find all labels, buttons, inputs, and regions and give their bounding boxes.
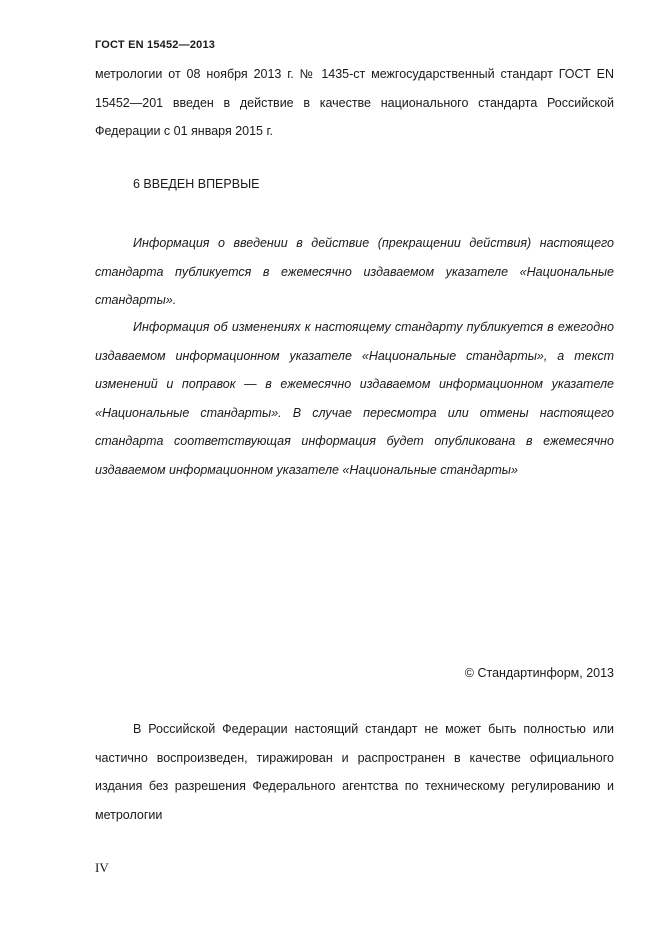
document-header: ГОСТ EN 15452—2013 <box>95 39 216 51</box>
section-6-title: 6 ВВЕДЕН ВПЕРВЫЕ <box>133 177 260 191</box>
info-paragraph-1: Информация о введении в действие (прекращении действия) настоящего стандарта публикуется в ежемесячно издаваемом указателе «Национальные стандарты». <box>95 236 614 307</box>
copyright-notice: © Стандартинформ, 2013 <box>464 666 614 680</box>
page-number: IV <box>95 860 109 875</box>
intro-paragraph: метрологии от 08 ноября 2013 г. № 1435-ст межгосударственный стандарт ГОСТ EN 15452—201 введен в действие в качестве национального стандарта Российской Федерации с 01 января 2015 г. <box>95 67 614 138</box>
rights-paragraph: В Российской Федерации настоящий стандарт не может быть полностью или частично воспроизведен, тиражирован и распространен в качестве официального издания без разрешения Федерального агентства по техническому регулированию и метрологии <box>95 722 614 822</box>
info-paragraph-2: Информация об изменениях к настоящему стандарту публикуется в ежегодно издаваемом информационном указателе «Национальные стандарты», а текст изменений и поправок — в ежемесячно издаваемом информационном указателе «Национальные стандарты». В случае пересмотра или отмены настоящего стандарта соответствующая информация будет опубликована в ежемесячно издаваемом информационном указателе «Национальные стандарты» <box>95 320 614 477</box>
